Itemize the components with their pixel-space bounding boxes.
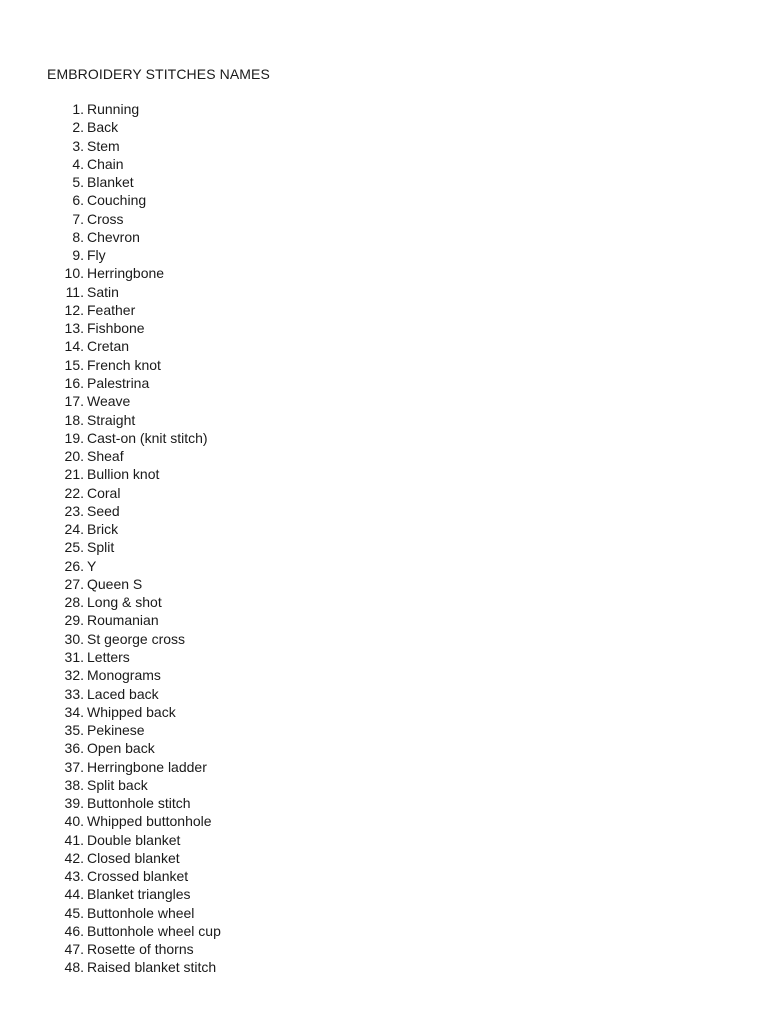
list-item-number: 8. <box>72 228 84 245</box>
list-item-label: Long & shot <box>87 594 162 611</box>
list-item-label: Blanket triangles <box>87 886 191 903</box>
list-item-label: Herringbone <box>87 265 165 282</box>
list-item-number: 22. <box>64 484 84 501</box>
list-item-number: 21. <box>64 466 84 483</box>
list-item-number: 4. <box>72 155 84 172</box>
list-item-number: 25. <box>64 539 84 556</box>
list-item-number: 23. <box>64 502 84 519</box>
list-item-label: Chain <box>87 155 124 172</box>
list-item-label: Buttonhole wheel <box>87 904 195 921</box>
list-item-label: Bullion knot <box>87 466 160 483</box>
list-item-number: 46. <box>64 922 84 939</box>
list-item-label: Chevron <box>87 228 140 245</box>
list-item-label: Feather <box>87 301 136 318</box>
list-item-label: Crossed blanket <box>87 868 189 885</box>
list-item-number: 39. <box>64 795 84 812</box>
list-item-label: Blanket <box>87 174 134 191</box>
list-item-number: 16. <box>64 374 84 391</box>
list-item-label: Buttonhole stitch <box>87 795 191 812</box>
list-item-number: 24. <box>64 521 84 538</box>
list-item-label: French knot <box>87 356 161 373</box>
list-item-number: 11. <box>65 283 84 300</box>
list-item-label: Double blanket <box>87 831 181 848</box>
list-item-number: 9. <box>72 247 84 264</box>
list-item-label: Split <box>87 539 115 556</box>
list-item-number: 29. <box>64 612 84 629</box>
list-item-number: 2. <box>72 119 84 136</box>
list-item-label: Monograms <box>87 667 161 684</box>
list-item-number: 36. <box>64 740 84 757</box>
list-item-label: Weave <box>87 393 131 410</box>
list-item-label: Cross <box>87 210 124 227</box>
list-item-label: Whipped buttonhole <box>87 813 212 830</box>
list-item-label: St george cross <box>87 630 186 647</box>
list-item-number: 43. <box>64 868 84 885</box>
list-item-number: 32. <box>64 667 84 684</box>
list-item-number: 20. <box>64 448 84 465</box>
list-item-number: 41. <box>64 831 84 848</box>
list-item-number: 26. <box>64 557 84 574</box>
list-item-number: 27. <box>64 575 84 592</box>
list-item-label: Fly <box>87 247 106 264</box>
list-item-number: 12. <box>64 301 84 318</box>
list-item-label: Whipped back <box>87 703 176 720</box>
list-item-label: Roumanian <box>87 612 159 629</box>
list-item-number: 15. <box>64 356 84 373</box>
list-item-label: Satin <box>87 283 119 300</box>
list-item-label: Back <box>87 119 119 136</box>
list-item-label: Coral <box>87 484 121 501</box>
list-item-number: 44. <box>64 886 84 903</box>
list-item-label: Buttonhole wheel cup <box>87 922 221 939</box>
list-item-label: Laced back <box>87 685 159 702</box>
list-item-label: Raised blanket stitch <box>87 959 217 976</box>
list-item-label: Closed blanket <box>87 849 180 866</box>
list-item-number: 5. <box>72 174 84 191</box>
list-item-number: 3. <box>72 137 84 154</box>
list-item-number: 14. <box>64 338 84 355</box>
list-item-number: 37. <box>64 758 84 775</box>
list-item-number: 18. <box>64 411 84 428</box>
list-item-label: Seed <box>87 502 120 519</box>
list-item-label: Brick <box>87 521 119 538</box>
list-item-label: Cast-on (knit stitch) <box>87 429 208 446</box>
list-item-number: 40. <box>64 813 84 830</box>
list-item-label: Fishbone <box>87 320 145 337</box>
list-item-label: Herringbone ladder <box>87 758 207 775</box>
list-item-number: 7. <box>72 210 84 227</box>
list-item-number: 10. <box>64 265 84 282</box>
list-item-label: Rosette of thorns <box>87 941 194 958</box>
document-title: EMBROIDERY STITCHES NAMES <box>47 66 270 82</box>
list-item-number: 42. <box>64 849 84 866</box>
list-item-number: 17. <box>64 393 84 410</box>
list-item-label: Stem <box>87 137 120 154</box>
list-item-label: Letters <box>87 648 130 665</box>
list-item-number: 35. <box>64 722 84 739</box>
list-item-label: Cretan <box>87 338 130 355</box>
list-item-number: 28. <box>64 594 84 611</box>
list-item-label: Palestrina <box>87 374 150 391</box>
list-item-label: Running <box>87 101 140 117</box>
list-item-number: 38. <box>64 776 84 793</box>
list-item-number: 34. <box>64 703 84 720</box>
list-item-number: 19. <box>64 429 84 446</box>
list-item-number: 1. <box>72 101 84 117</box>
list-item-label: Couching <box>87 192 147 209</box>
list-item-label: Open back <box>87 740 155 757</box>
list-item-label: Split back <box>87 776 148 793</box>
list-item-number: 6. <box>72 192 84 209</box>
list-item-number: 31. <box>64 648 84 665</box>
list-item-label: Sheaf <box>87 448 124 465</box>
list-item-number: 13. <box>64 320 84 337</box>
list-item-number: 45. <box>64 904 84 921</box>
list-item-number: 48. <box>64 959 84 976</box>
list-item-number: 30. <box>64 630 84 647</box>
list-item-label: Queen S <box>87 575 143 592</box>
list-item-number: 47. <box>64 941 84 958</box>
list-item-label: Pekinese <box>87 722 145 739</box>
list-item-label: Y <box>87 557 97 574</box>
list-item-number: 33. <box>64 685 84 702</box>
list-item-label: Straight <box>87 411 136 428</box>
